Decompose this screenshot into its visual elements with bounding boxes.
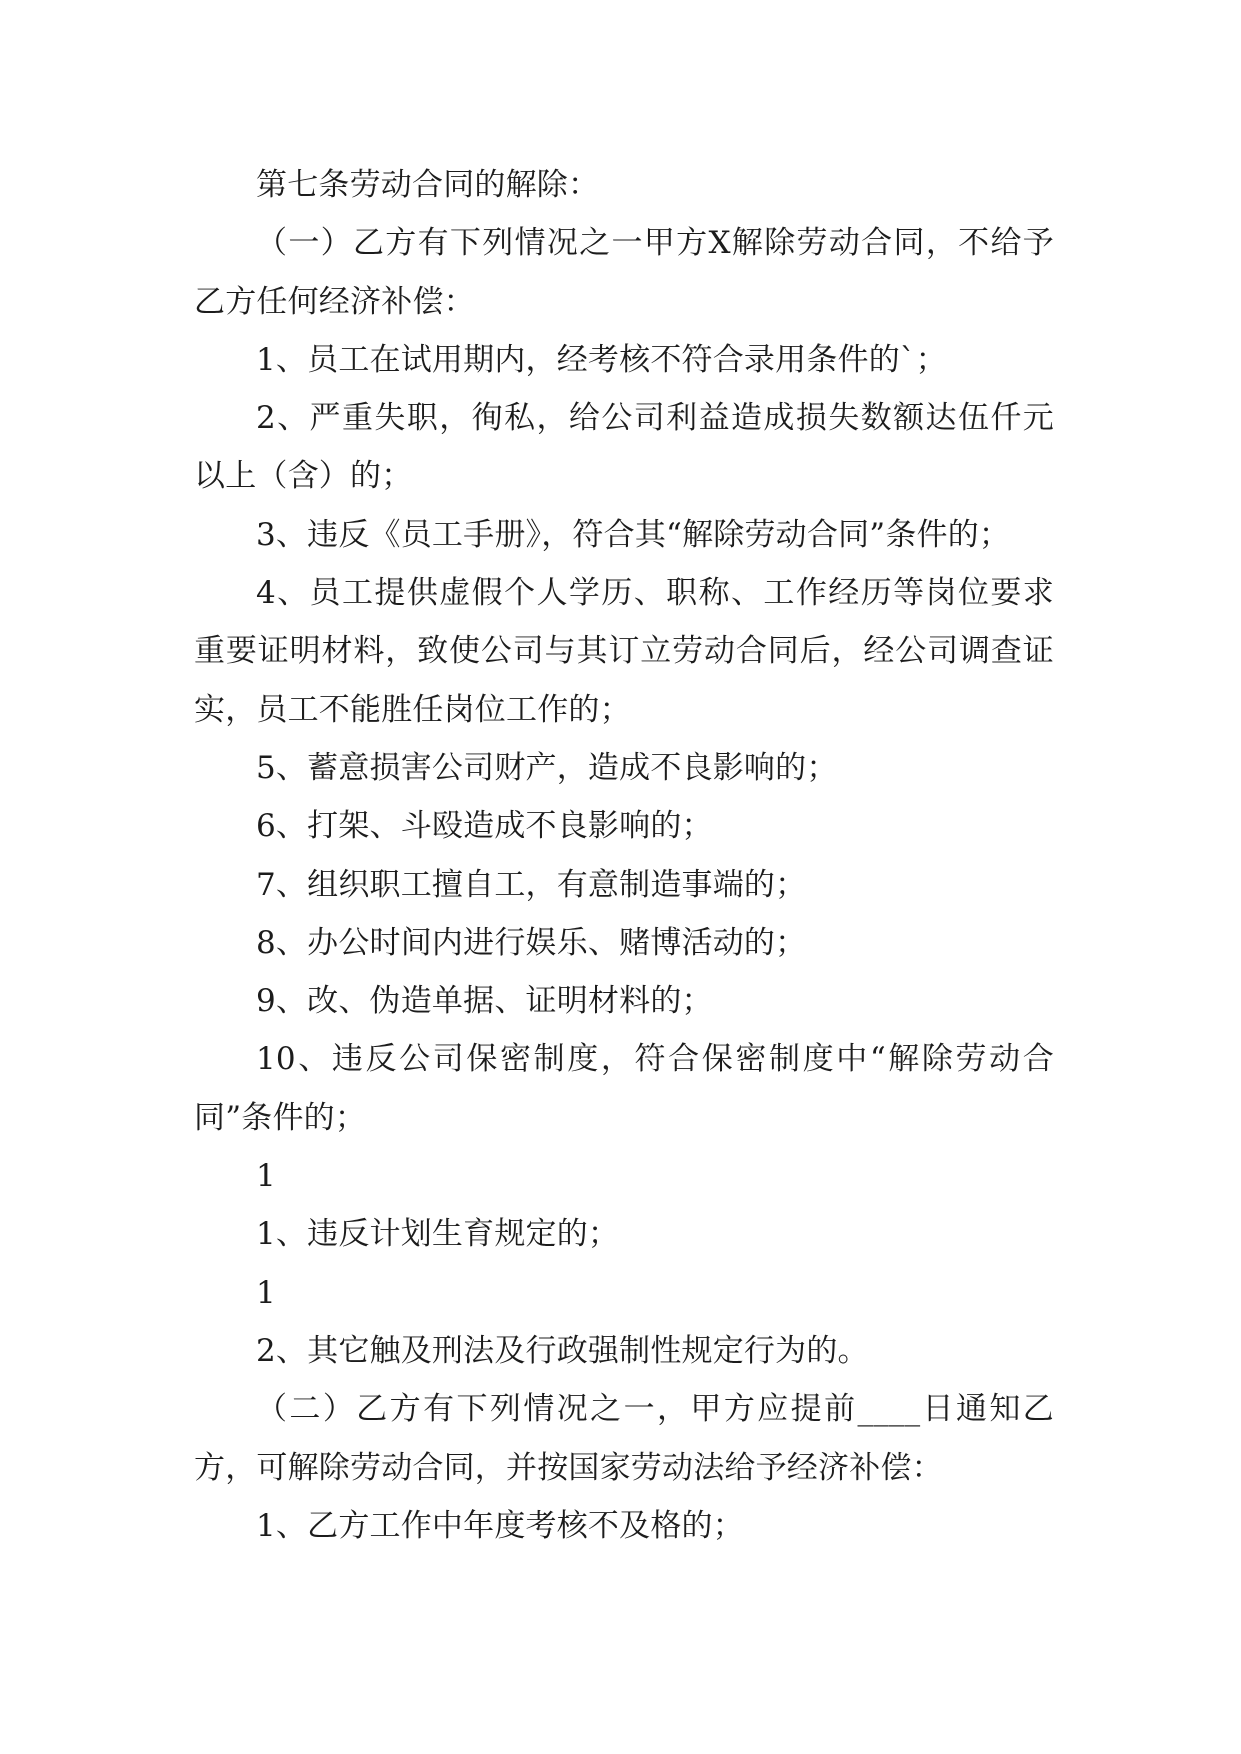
list-item: 9、改、伪造单据、证明材料的； (256, 983, 713, 1020)
list-item: 7、组织职工擅自工，有意制造事端的； (256, 866, 807, 903)
clause-paragraph: （一）乙方有下列情况之一甲方X解除劳动合同，不给予乙方任何经济补偿： (194, 225, 1054, 320)
section-heading: 第七条劳动合同的解除： (256, 167, 600, 203)
document-body (194, 156, 1054, 1555)
list-item: 2、其它触及刑法及行政强制性规定行为的。 (256, 1332, 869, 1369)
stray-number: 1 (256, 1274, 276, 1311)
list-item: 1、违反计划生育规定的； (256, 1216, 620, 1253)
list-item: 5、蓄意损害公司财产，造成不良影响的； (256, 749, 838, 786)
list-item: 4、员工提供虚假个人学历、职称、工作经历等岗位要求重要证明材料，致使公司与其订立劳动合同后，经公司调查证实，员工不能胜任岗位工作的； (194, 575, 1054, 728)
stray-number: 1 (256, 1158, 276, 1195)
list-item: 1、员工在试用期内，经考核不符合录用条件的`； (256, 341, 947, 378)
clause-paragraph: （二）乙方有下列情况之一，甲方应提前____日通知乙方，可解除劳动合同，并按国家劳动法给予经济补偿： (194, 1391, 1054, 1486)
list-item: 3、违反《员工手册》，符合其“解除劳动合同”条件的； (256, 516, 1011, 553)
list-item: 1、乙方工作中年度考核不及格的； (256, 1507, 744, 1544)
list-item: 8、办公时间内进行娱乐、赌博活动的； (256, 924, 807, 961)
list-item: 2、严重失职，徇私，给公司利益造成损失数额达伍仟元以上（含）的； (194, 400, 1054, 495)
list-item: 10、违反公司保密制度，符合保密制度中“解除劳动合同”条件的； (194, 1041, 1054, 1136)
list-item: 6、打架、斗殴造成不良影响的； (256, 808, 713, 845)
